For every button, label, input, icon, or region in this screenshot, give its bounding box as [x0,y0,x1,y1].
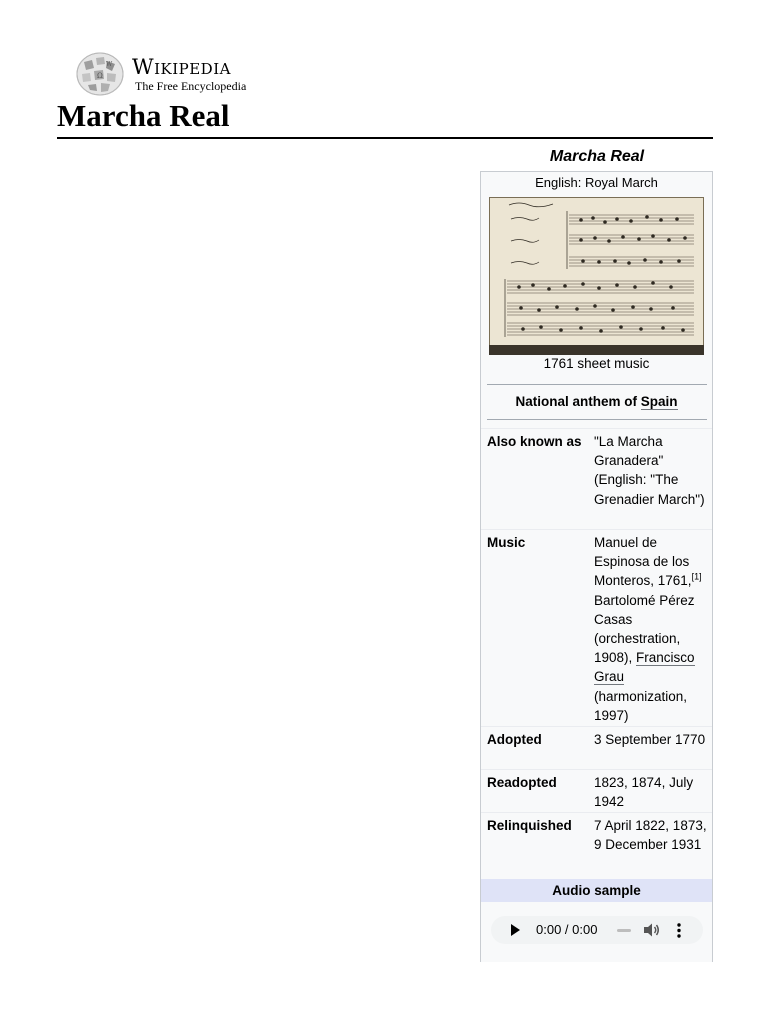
infobox-row-adopted [481,726,712,770]
progress-slider[interactable] [617,929,631,932]
audio-player [491,916,703,944]
row-label: Relinquished [487,818,572,833]
sheet-music-image[interactable] [489,197,704,355]
play-icon[interactable] [511,924,520,936]
image-caption: 1761 sheet music [543,356,650,371]
francisco-grau-link[interactable]: Francisco Grau [594,650,695,685]
page-title: Marcha Real [57,98,230,133]
audio-sample-header: Audio sample [481,879,712,902]
row-label: Readopted [487,775,557,790]
infobox-caption: Marcha Real [549,148,645,165]
music-text-start: Manuel de Espinosa de los Monteros, 1761, [594,535,692,589]
music-text-mid: Bartolomé Pérez Casas (orchestration, 1908), [594,592,695,666]
english-subtitle: English: Royal March [535,175,658,190]
row-label: Adopted [487,732,542,747]
row-value: 3 September 1770 [594,732,706,747]
infobox-row-also-known-as [481,428,712,530]
more-options-icon[interactable] [677,923,681,938]
svg-text:W: W [106,61,113,68]
title-divider [57,137,713,139]
divider [487,419,707,420]
row-value: 7 April 1822, 1873, 9 December 1931 [594,818,707,853]
divider [487,384,707,385]
volume-icon[interactable] [642,922,660,938]
music-text-end: (harmonization, 1997) [594,688,688,723]
infobox [480,171,713,962]
spain-link[interactable]: Spain [640,394,678,409]
infobox-row-relinquished [481,812,712,879]
tagline: The Free Encyclopedia [135,79,247,93]
reference-link[interactable]: [1] [691,571,702,582]
wikipedia-logo[interactable] [74,52,254,96]
row-value: "La Marcha Granadera" (English: "The Grenadier March") [594,434,705,507]
wikipedia-globe-icon [74,52,124,96]
wordmark: Wikipedia [132,55,231,79]
row-label: Also known as [487,434,582,449]
row-label: Music [487,535,526,550]
svg-text:Ω: Ω [97,72,103,80]
row-value: 1823, 1874, July 1942 [594,775,694,810]
anthem-of-header [481,393,712,411]
row-value [594,533,708,725]
infobox-row-music [481,529,712,727]
infobox-row-readopted [481,769,712,813]
time-display: 0:00 / 0:00 [536,922,598,937]
anthem-of-prefix: National anthem of [515,394,637,409]
